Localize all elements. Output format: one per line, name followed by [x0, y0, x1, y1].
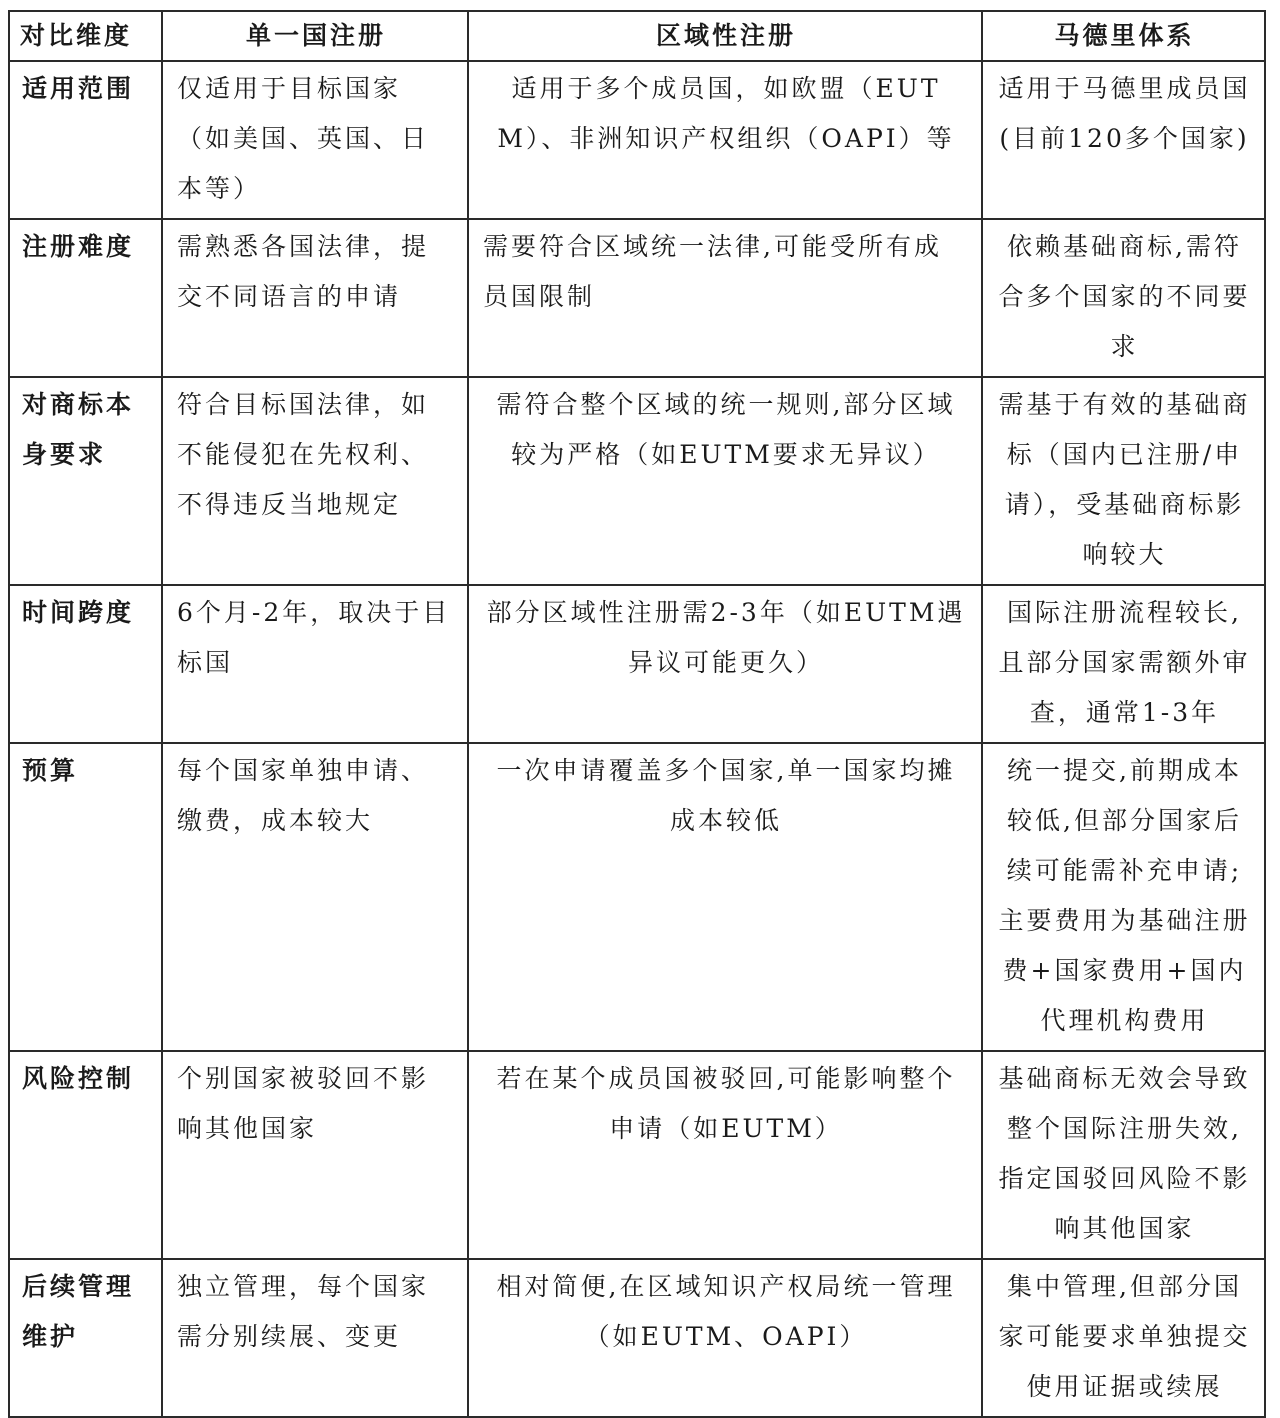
cell-regional: 需符合整个区域的统一规则,部分区域较为严格（如EUTM要求无异议）: [468, 377, 982, 585]
cell-single-country: 需熟悉各国法律，提交不同语言的申请: [162, 219, 468, 377]
cell-single-country: 仅适用于目标国家（如美国、英国、日本等）: [162, 61, 468, 219]
header-dimension: 对比维度: [9, 11, 162, 61]
cell-madrid: 集中管理,但部分国家可能要求单独提交使用证据或续展: [982, 1259, 1265, 1417]
row-dimension: 对商标本身要求: [9, 377, 162, 585]
row-dimension: 注册难度: [9, 219, 162, 377]
table-row: [9, 61, 1265, 219]
cell-single-country: 符合目标国法律，如不能侵犯在先权利、不得违反当地规定: [162, 377, 468, 585]
row-dimension: 适用范围: [9, 61, 162, 219]
table-row: [9, 585, 1265, 743]
table-row: [9, 1259, 1265, 1417]
row-dimension: 时间跨度: [9, 585, 162, 743]
cell-single-country: 独立管理，每个国家需分别续展、变更: [162, 1259, 468, 1417]
table-row: [9, 219, 1265, 377]
cell-madrid: 统一提交,前期成本较低,但部分国家后续可能需补充申请;主要费用为基础注册费+国家费用+国内代理机构费用: [982, 743, 1265, 1051]
cell-regional: 需要符合区域统一法律,可能受所有成员国限制: [468, 219, 982, 377]
row-dimension: 预算: [9, 743, 162, 1051]
header-madrid: 马德里体系: [982, 11, 1265, 61]
table-row: [9, 377, 1265, 585]
cell-single-country: 个别国家被驳回不影响其他国家: [162, 1051, 468, 1259]
cell-regional: 部分区域性注册需2-3年（如EUTM遇异议可能更久）: [468, 585, 982, 743]
cell-regional: 一次申请覆盖多个国家,单一国家均摊成本较低: [468, 743, 982, 1051]
cell-regional: 相对简便,在区域知识产权局统一管理（如EUTM、OAPI）: [468, 1259, 982, 1417]
table-row: [9, 743, 1265, 1051]
cell-madrid: 依赖基础商标,需符合多个国家的不同要求: [982, 219, 1265, 377]
header-regional: 区域性注册: [468, 11, 982, 61]
cell-madrid: 国际注册流程较长,且部分国家需额外审查，通常1-3年: [982, 585, 1265, 743]
table-row: [9, 1051, 1265, 1259]
cell-madrid: 适用于马德里成员国(目前120多个国家): [982, 61, 1265, 219]
cell-regional: 若在某个成员国被驳回,可能影响整个申请（如EUTM）: [468, 1051, 982, 1259]
header-single-country: 单一国注册: [162, 11, 468, 61]
cell-regional: 适用于多个成员国，如欧盟（EUTM）、非洲知识产权组织（OAPI）等: [468, 61, 982, 219]
row-dimension: 风险控制: [9, 1051, 162, 1259]
header-row: [9, 11, 1265, 61]
row-dimension: 后续管理维护: [9, 1259, 162, 1417]
cell-madrid: 需基于有效的基础商标（国内已注册/申请），受基础商标影响较大: [982, 377, 1265, 585]
cell-madrid: 基础商标无效会导致整个国际注册失效,指定国驳回风险不影响其他国家: [982, 1051, 1265, 1259]
cell-single-country: 每个国家单独申请、缴费，成本较大: [162, 743, 468, 1051]
cell-single-country: 6个月-2年，取决于目标国: [162, 585, 468, 743]
comparison-table: [8, 10, 1266, 1418]
